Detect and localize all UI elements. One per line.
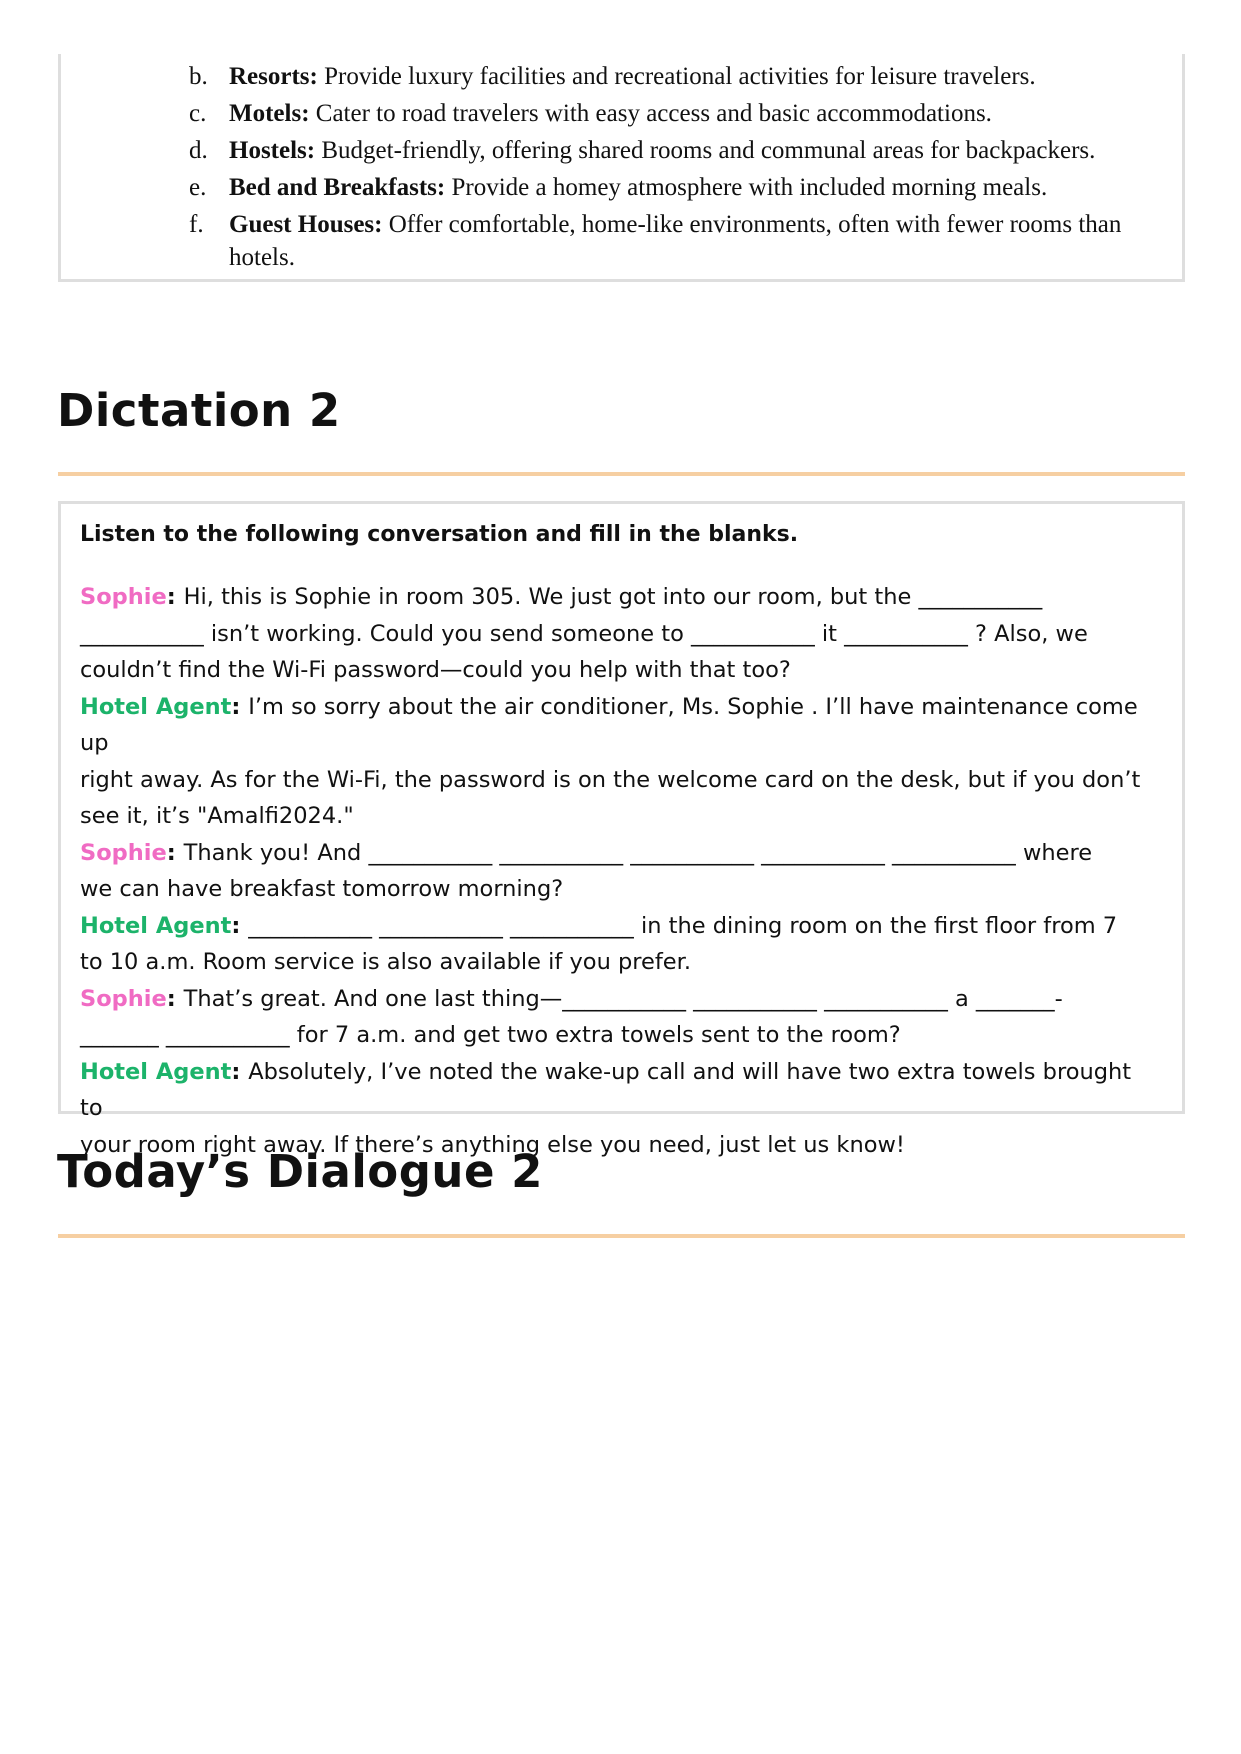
section-divider xyxy=(58,472,1185,476)
dialogue-line: your room right away. If there’s anything else you need, just let us know! xyxy=(80,1131,905,1158)
speaker-name: Hotel Agent xyxy=(80,912,232,939)
dialogue-turn xyxy=(80,908,1160,981)
accommodation-list xyxy=(131,58,1131,273)
dialogue-line: we can have breakfast tomorrow morning? xyxy=(80,876,564,902)
speaker-colon: : xyxy=(231,1058,249,1085)
list-item-description: Provide luxury facilities and recreational activities for leisure travelers. xyxy=(317,63,1036,90)
dialogue-line: to 10 a.m. Room service is also available if you prefer. xyxy=(80,949,691,975)
list-item-description: Cater to road travelers with easy access and basic accommodations. xyxy=(309,100,992,127)
list-item-description: Budget-friendly, offering shared rooms and communal areas for backpackers. xyxy=(315,137,1096,164)
dialogue-line: _______ ___________ for 7 a.m. and get two extra towels sent to the room? xyxy=(80,1022,901,1048)
dialogue-turn xyxy=(80,835,1160,908)
speaker-name: Sophie xyxy=(80,584,167,610)
dictation-box xyxy=(58,501,1185,1158)
list-item xyxy=(131,95,1131,132)
speaker-colon: : xyxy=(166,985,184,1012)
speaker-colon: : xyxy=(166,584,184,610)
speaker-name: Sophie xyxy=(80,985,167,1012)
dictation-title: Dictation 2 xyxy=(57,384,341,437)
dictation-instruction: Listen to the following conversation and fill in the blanks. xyxy=(80,522,799,547)
dialogue-line: I’m so sorry about the air conditioner, Ms. Sophie . I’ll have maintenance come up xyxy=(80,693,1138,756)
dialogue-line: couldn’t find the Wi-Fi password—could you help with that too? xyxy=(80,657,791,683)
speaker-colon: : xyxy=(166,839,184,866)
dialogue-line: That’s great. And one last thing—___________ ___________ ___________ a _______- xyxy=(183,985,1063,1012)
speaker-colon: : xyxy=(231,693,249,720)
section-divider xyxy=(58,1234,1185,1238)
list-item-letter: d. xyxy=(189,137,208,164)
list-item-continuation: hotels. xyxy=(229,244,295,271)
list-item xyxy=(131,206,1131,273)
dictation-conversation xyxy=(80,579,1160,1163)
list-item xyxy=(131,169,1131,206)
dialogue-line: ___________ isn’t working. Could you send someone to ___________ it ___________ ? Also, we xyxy=(80,620,1088,647)
dialogue-line: Thank you! And ___________ ___________ ___________ ___________ ___________ where xyxy=(183,839,1093,866)
list-item-letter: c. xyxy=(189,100,207,127)
list-item xyxy=(131,58,1131,95)
speaker-name: Hotel Agent xyxy=(80,1058,232,1085)
dialogue-turn xyxy=(80,981,1160,1054)
list-item-letter: e. xyxy=(189,174,207,201)
list-item-term: Motels: xyxy=(229,100,310,127)
dialogue-line: ___________ ___________ ___________ in the dining room on the first floor from 7 xyxy=(248,912,1118,939)
list-item-description: Provide a homey atmosphere with included morning meals. xyxy=(445,174,1048,201)
list-item-term: Bed and Breakfasts: xyxy=(229,174,446,201)
list-item-term: Guest Houses: xyxy=(229,211,383,238)
dialogue-line: right away. As for the Wi-Fi, the password is on the welcome card on the desk, but if you don’t xyxy=(80,766,1141,793)
list-item-term: Hostels: xyxy=(229,137,316,164)
dialogue-turn xyxy=(80,689,1160,835)
dialogue-line: Absolutely, I’ve noted the wake-up call and will have two extra towels brought to xyxy=(80,1058,1132,1121)
dialogue-line: see it, it’s "Amalfi2024." xyxy=(80,803,354,829)
speaker-colon: : xyxy=(231,912,249,939)
list-item xyxy=(131,132,1131,169)
dialogue-turn xyxy=(80,579,1160,689)
list-item-letter: b. xyxy=(189,63,208,90)
list-item-term: Resorts: xyxy=(229,63,318,90)
todays-dialogue-title: Today’s Dialogue 2 xyxy=(57,1145,543,1198)
dialogue-line: Hi, this is Sophie in room 305. We just got into our room, but the ___________ xyxy=(183,584,1043,610)
list-item-letter: f. xyxy=(189,211,204,238)
speaker-name: Sophie xyxy=(80,839,167,866)
speaker-name: Hotel Agent xyxy=(80,693,232,720)
list-item-description: Offer comfortable, home-like environments, often with fewer rooms than xyxy=(382,211,1122,238)
accommodation-types-box xyxy=(58,54,1185,282)
